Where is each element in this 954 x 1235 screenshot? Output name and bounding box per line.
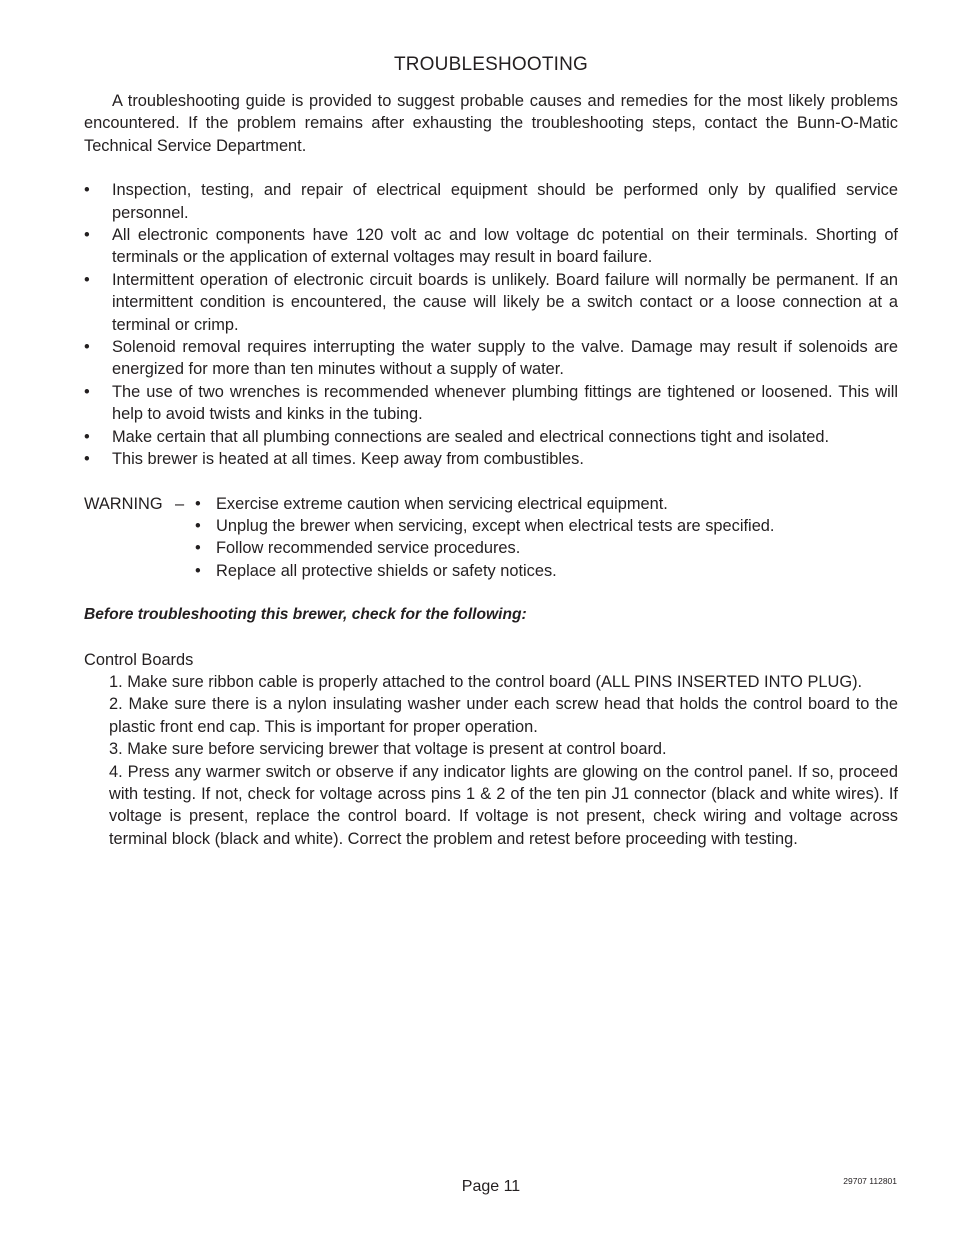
list-item <box>84 426 898 448</box>
list-item <box>195 515 898 537</box>
list-item <box>195 537 898 559</box>
warning-block <box>84 493 898 583</box>
document-code: 29707 112801 <box>843 1176 897 1186</box>
list-item: 4. Press any warmer switch or observe if any indicator lights are glowing on the control panel. If so, proceed with testing. If not, check for voltage across pins 1 & 2 of the ten pin J1 connector (black and white wires). If voltage is present, replace the control board. If voltage is not present, check wiring and voltage across terminal block (black and white). Correct the problem and retest before proceeding with testing. <box>109 762 898 848</box>
bullet-icon: • <box>84 270 90 289</box>
list-item <box>195 560 898 582</box>
page-title: TROUBLESHOOTING <box>393 54 589 75</box>
page-number: Page 11 <box>461 1178 521 1195</box>
bullet-icon: • <box>84 427 90 446</box>
bullet-text: Intermittent operation of electronic circuit boards is unlikely. Board failure will normally be permanent. If an intermittent condition is encountered, the cause will likely be a switch contact or a loose connection at a terminal or crimp. <box>112 270 898 334</box>
warning-dash: – <box>175 494 185 513</box>
bullet-icon: • <box>195 516 201 535</box>
bullet-icon: • <box>84 450 90 469</box>
list-item: 2. Make sure there is a nylon insulating washer under each screw head that holds the control board to the plastic front end cap. This is important for proper operation. <box>109 695 898 736</box>
bullet-icon: • <box>195 494 201 513</box>
bullet-text: This brewer is heated at all times. Keep away from combustibles. <box>112 450 584 469</box>
bullet-icon: • <box>195 561 201 580</box>
warning-text: Follow recommended service procedures. <box>216 539 521 558</box>
bullet-icon: • <box>195 539 201 558</box>
warning-list <box>84 493 898 583</box>
warning-label: WARNING <box>84 494 163 513</box>
control-board-steps <box>84 671 898 850</box>
intro-paragraph: A troubleshooting guide is provided to suggest probable causes and remedies for the most likely problems encountered. If the problem remains after exhausting the troubleshooting steps, contact the Bunn-O-Matic Technical Service Department. <box>84 92 898 155</box>
bullet-text: All electronic components have 120 volt ac and low voltage dc potential on their terminals. Shorting of terminals or the application of external voltages may result in board failure. <box>112 226 898 267</box>
list-item <box>84 224 898 269</box>
check-heading: Before troubleshooting this brewer, check for the following: <box>84 606 527 624</box>
section-heading: Control Boards <box>84 650 194 669</box>
list-item <box>84 381 898 426</box>
list-item <box>84 336 898 381</box>
bullet-text: The use of two wrenches is recommended whenever plumbing fittings are tightened or loosened. This will help to avoid twists and kinks in the tubing. <box>112 382 898 424</box>
bullet-text: Make certain that all plumbing connections are sealed and electrical connections tight and isolated. <box>112 427 830 446</box>
list-item <box>84 269 898 336</box>
safety-bullet-list <box>84 179 898 470</box>
warning-text: Exercise extreme caution when servicing electrical equipment. <box>216 494 668 513</box>
list-item <box>195 493 898 515</box>
list-item <box>84 448 898 470</box>
bullet-icon: • <box>84 382 90 401</box>
list-item: 1. Make sure ribbon cable is properly attached to the control board (ALL PINS INSERTED INTO PLUG). <box>109 672 863 691</box>
bullet-icon: • <box>84 181 90 200</box>
bullet-text: Inspection, testing, and repair of electrical equipment should be performed only by qualified service personnel. <box>112 181 898 222</box>
bullet-icon: • <box>84 338 90 357</box>
warning-text: Replace all protective shields or safety notices. <box>216 561 557 580</box>
list-item <box>84 179 898 224</box>
bullet-text: Solenoid removal requires interrupting the water supply to the valve. Damage may result if solenoids are energized for more than ten minutes without a supply of water. <box>112 338 898 379</box>
bullet-icon: • <box>84 226 90 245</box>
warning-text: Unplug the brewer when servicing, except when electrical tests are specified. <box>216 516 775 535</box>
list-item: 3. Make sure before servicing brewer that voltage is present at control board. <box>109 740 667 759</box>
document-page <box>84 52 898 850</box>
